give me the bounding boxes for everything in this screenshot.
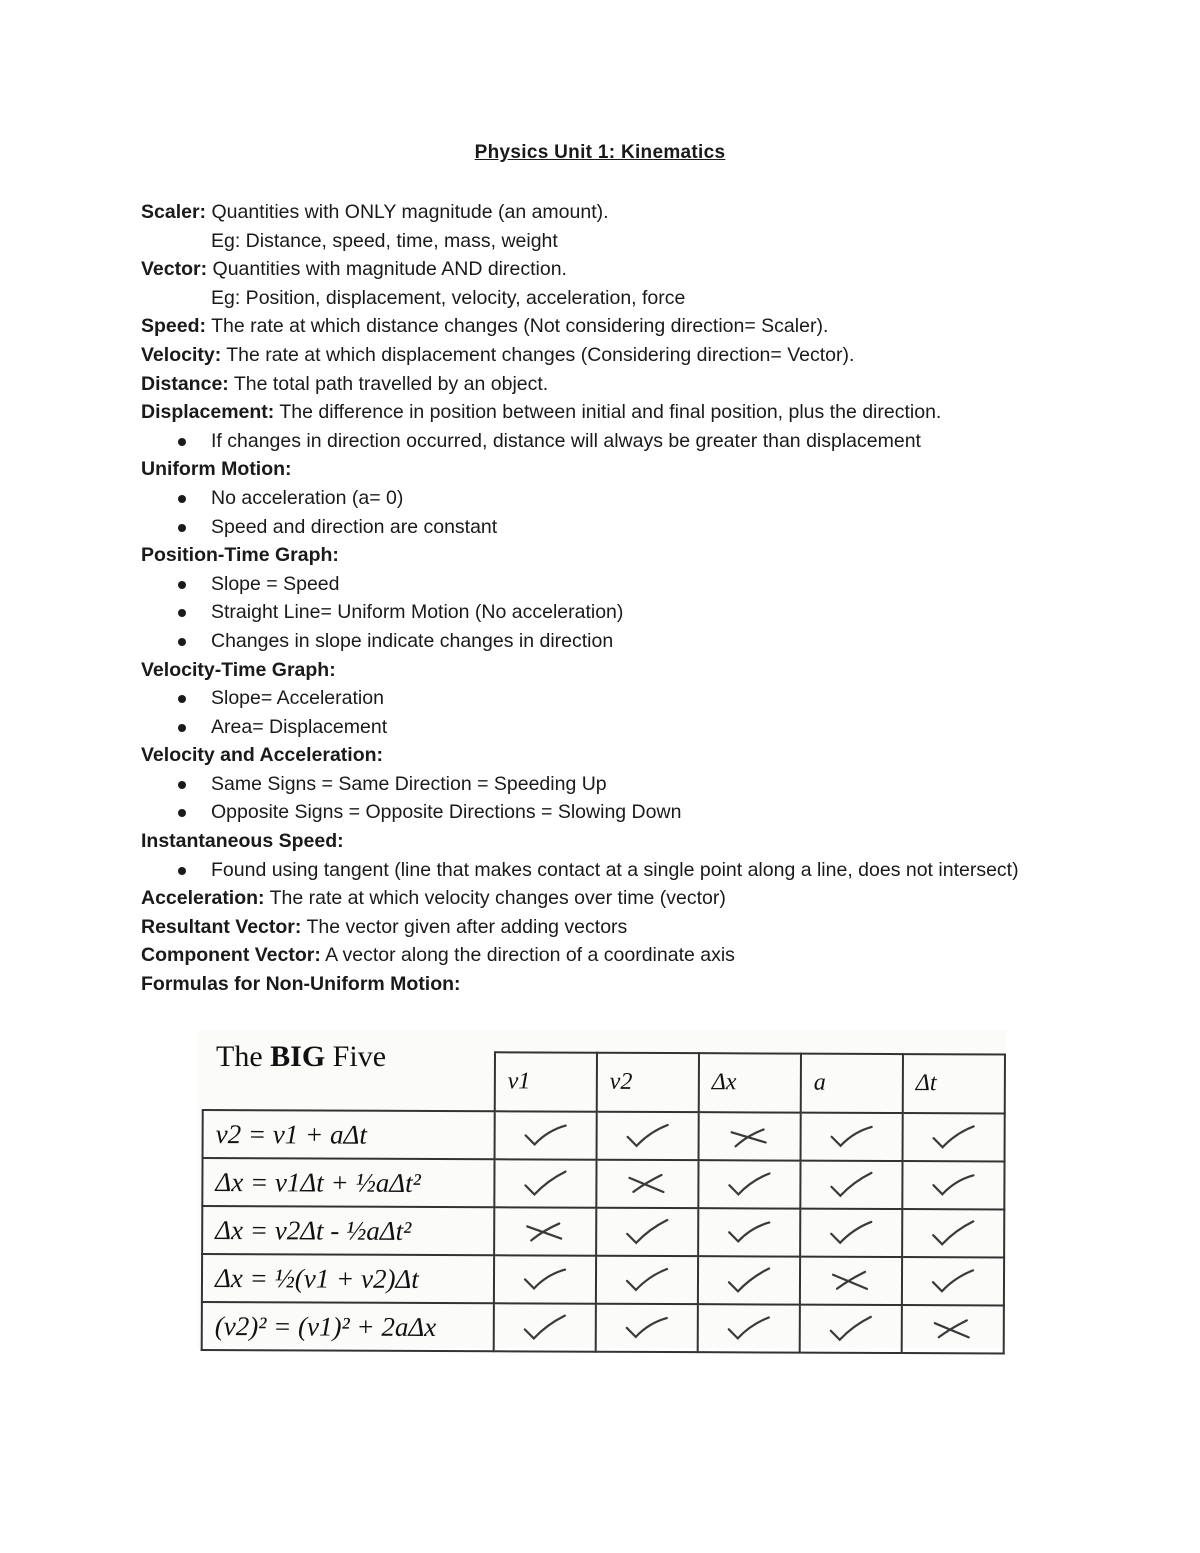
definition-speed bbox=[141, 312, 1061, 341]
term-label: Displacement: bbox=[141, 401, 275, 424]
check-cell bbox=[800, 1209, 902, 1257]
definition-vector bbox=[141, 255, 1061, 284]
check-cell bbox=[698, 1304, 800, 1352]
check-cell bbox=[800, 1161, 902, 1209]
position-time-bullets bbox=[141, 570, 1061, 656]
check-mark-icon bbox=[927, 1216, 979, 1250]
cross-mark-icon bbox=[723, 1119, 775, 1153]
term-label: Resultant Vector: bbox=[141, 915, 302, 938]
check-cell bbox=[596, 1304, 698, 1352]
check-mark-icon bbox=[621, 1119, 673, 1153]
term-label: Speed: bbox=[141, 315, 207, 338]
table-corner bbox=[203, 1051, 495, 1111]
column-header: Δt bbox=[903, 1054, 1005, 1113]
table-row bbox=[202, 1206, 1004, 1257]
cross-cell bbox=[800, 1257, 902, 1305]
cross-mark-icon bbox=[825, 1264, 877, 1298]
table-row bbox=[202, 1302, 1004, 1353]
check-mark-icon bbox=[928, 1120, 980, 1154]
column-header: Δx bbox=[699, 1053, 801, 1112]
check-cell bbox=[800, 1113, 902, 1161]
formula-cell: Δx = v1Δt + ½aΔt² bbox=[202, 1158, 494, 1207]
check-cell bbox=[800, 1305, 902, 1353]
example-vector: Eg: Position, displacement, velocity, acceleration, force bbox=[211, 286, 686, 309]
check-cell bbox=[902, 1113, 1004, 1161]
definition-resultant-vector bbox=[141, 913, 1061, 942]
definition-text: The rate at which velocity changes over time (vector) bbox=[264, 887, 726, 910]
check-mark-icon bbox=[723, 1263, 775, 1297]
cross-mark-icon bbox=[927, 1312, 979, 1346]
definition-text: The difference in position between initial and final position, plus the direction. bbox=[274, 401, 942, 424]
column-header: v2 bbox=[597, 1053, 699, 1112]
velocity-acceleration-bullets bbox=[141, 770, 1061, 827]
check-mark-icon bbox=[621, 1311, 673, 1345]
page-title: Physics Unit 1: Kinematics bbox=[474, 142, 726, 163]
column-header: v1 bbox=[495, 1052, 597, 1111]
check-mark-icon bbox=[519, 1310, 571, 1344]
big-five-title: The BIG Five bbox=[216, 1040, 387, 1073]
check-cell bbox=[494, 1159, 596, 1207]
list-item: Opposite Signs = Opposite Directions = Slowing Down bbox=[141, 798, 1061, 827]
check-cell bbox=[494, 1303, 596, 1351]
bullet-icon bbox=[178, 724, 186, 732]
check-mark-icon bbox=[825, 1312, 877, 1346]
bullet-icon bbox=[178, 609, 186, 617]
term-label: Component Vector: bbox=[141, 944, 321, 967]
definition-velocity bbox=[141, 341, 1061, 370]
definition-text: The total path travelled by an object. bbox=[228, 372, 549, 395]
bullet-icon bbox=[178, 867, 186, 875]
term-label: Distance: bbox=[141, 372, 229, 395]
heading-velocity-time-graph: Velocity-Time Graph: bbox=[141, 658, 336, 681]
check-mark-icon bbox=[825, 1216, 877, 1250]
definition-displacement bbox=[141, 398, 1061, 427]
list-item: Speed and direction are constant bbox=[141, 513, 1061, 542]
list-item: Changes in slope indicate changes in direction bbox=[141, 627, 1061, 656]
heading-instantaneous-speed: Instantaneous Speed: bbox=[141, 830, 344, 853]
cross-cell bbox=[902, 1305, 1004, 1353]
check-mark-icon bbox=[927, 1168, 979, 1202]
check-mark-icon bbox=[519, 1166, 571, 1200]
cross-mark-icon bbox=[519, 1214, 571, 1248]
instantaneous-speed-bullets bbox=[141, 856, 1061, 885]
bullet-icon bbox=[178, 438, 186, 446]
big-five-table-image bbox=[198, 1030, 1006, 1348]
check-mark-icon bbox=[723, 1215, 775, 1249]
formula-cell: Δx = ½(v1 + v2)Δt bbox=[202, 1254, 494, 1303]
list-item: Same Signs = Same Direction = Speeding Up bbox=[141, 770, 1061, 799]
example-scaler: Eg: Distance, speed, time, mass, weight bbox=[211, 229, 558, 252]
list-item: Slope = Speed bbox=[141, 570, 1061, 599]
formula-cell: Δx = v2Δt - ½aΔt² bbox=[202, 1206, 494, 1255]
heading-position-time-graph: Position-Time Graph: bbox=[141, 544, 339, 567]
check-cell bbox=[596, 1112, 698, 1160]
term-label: Velocity: bbox=[141, 343, 222, 366]
definition-acceleration bbox=[141, 884, 1061, 913]
definition-text: Quantities with ONLY magnitude (an amount). bbox=[206, 201, 609, 223]
check-mark-icon bbox=[723, 1167, 775, 1201]
list-item: Straight Line= Uniform Motion (No acceleration) bbox=[141, 598, 1061, 627]
velocity-time-bullets bbox=[141, 684, 1061, 741]
table-row bbox=[202, 1254, 1004, 1305]
definition-distance bbox=[141, 370, 1061, 399]
check-mark-icon bbox=[723, 1311, 775, 1345]
check-mark-icon bbox=[621, 1263, 673, 1297]
definition-scaler bbox=[141, 198, 1061, 227]
check-mark-icon bbox=[519, 1262, 571, 1296]
bullet-icon bbox=[178, 581, 186, 589]
definition-text: A vector along the direction of a coordinate axis bbox=[320, 944, 735, 967]
check-mark-icon bbox=[927, 1264, 979, 1298]
column-header: a bbox=[801, 1054, 903, 1113]
term-label: Scaler: bbox=[141, 201, 207, 223]
check-mark-icon bbox=[825, 1120, 877, 1154]
table-row bbox=[203, 1110, 1005, 1161]
bullet-icon bbox=[178, 809, 186, 817]
displacement-bullets bbox=[141, 427, 1061, 456]
notes-body bbox=[141, 198, 1061, 999]
check-mark-icon bbox=[519, 1118, 571, 1152]
definition-text: The rate at which distance changes (Not considering direction= Scaler). bbox=[206, 315, 829, 338]
cross-cell bbox=[596, 1160, 698, 1208]
list-item: No acceleration (a= 0) bbox=[141, 484, 1061, 513]
cross-mark-icon bbox=[621, 1167, 673, 1201]
check-cell bbox=[596, 1256, 698, 1304]
check-cell bbox=[698, 1256, 800, 1304]
heading-uniform-motion: Uniform Motion: bbox=[141, 458, 292, 481]
check-cell bbox=[596, 1208, 698, 1256]
formula-cell: (v2)² = (v1)² + 2aΔx bbox=[202, 1302, 494, 1351]
term-label: Acceleration: bbox=[141, 887, 265, 910]
bullet-icon bbox=[178, 781, 186, 789]
table-header-row bbox=[203, 1051, 1005, 1113]
bullet-icon bbox=[178, 638, 186, 646]
definition-text: Quantities with magnitude AND direction. bbox=[207, 258, 567, 281]
list-item: If changes in direction occurred, distance will always be greater than displacement bbox=[141, 427, 1061, 456]
formula-cell: v2 = v1 + aΔt bbox=[203, 1110, 495, 1159]
cross-cell bbox=[698, 1112, 800, 1160]
definition-text: The rate at which displacement changes (Considering direction= Vector). bbox=[221, 343, 855, 366]
definition-text: The vector given after adding vectors bbox=[301, 915, 628, 938]
check-mark-icon bbox=[825, 1168, 877, 1202]
heading-velocity-and-acceleration: Velocity and Acceleration: bbox=[141, 744, 384, 767]
cross-cell bbox=[494, 1207, 596, 1255]
check-cell bbox=[698, 1208, 800, 1256]
check-cell bbox=[494, 1255, 596, 1303]
check-cell bbox=[494, 1111, 596, 1159]
check-cell bbox=[902, 1257, 1004, 1305]
list-item: Slope= Acceleration bbox=[141, 684, 1061, 713]
term-label: Vector: bbox=[141, 258, 208, 281]
table-row bbox=[202, 1158, 1004, 1209]
big-five-table bbox=[201, 1050, 1006, 1355]
check-cell bbox=[902, 1209, 1004, 1257]
list-item: Found using tangent (line that makes contact at a single point along a line, does not intersect) bbox=[141, 856, 1061, 885]
bullet-icon bbox=[178, 495, 186, 503]
check-cell bbox=[698, 1160, 800, 1208]
list-item: Area= Displacement bbox=[141, 713, 1061, 742]
bullet-icon bbox=[178, 695, 186, 703]
check-mark-icon bbox=[621, 1215, 673, 1249]
bullet-icon bbox=[178, 524, 186, 532]
definition-component-vector bbox=[141, 941, 1061, 970]
check-cell bbox=[902, 1161, 1004, 1209]
uniform-motion-bullets bbox=[141, 484, 1061, 541]
heading-formulas: Formulas for Non-Uniform Motion: bbox=[141, 973, 461, 996]
